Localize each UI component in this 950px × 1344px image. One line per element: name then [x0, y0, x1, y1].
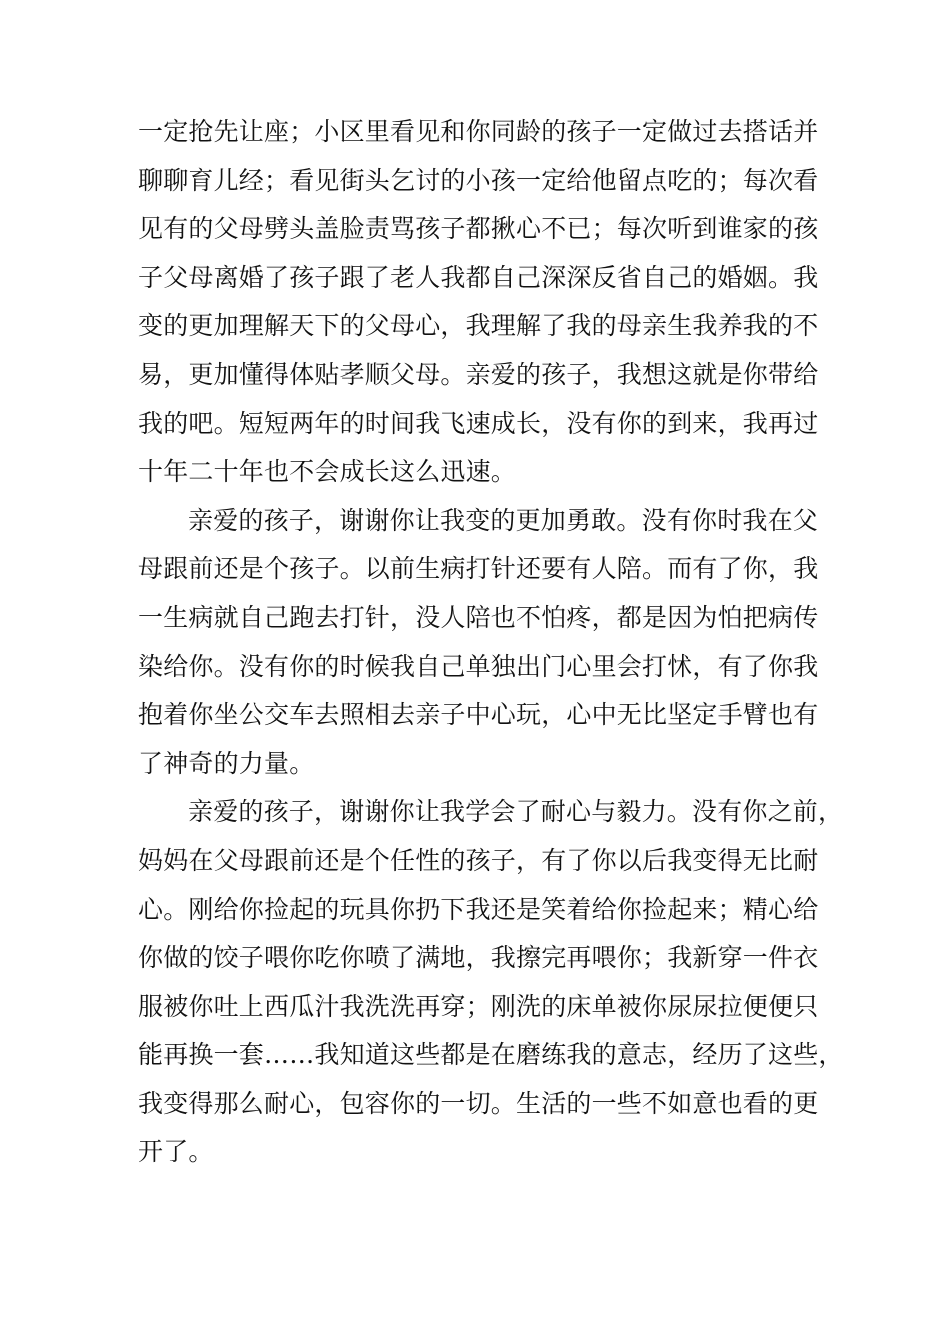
paragraph-1 [138, 108, 833, 497]
paragraph-3 [138, 788, 844, 1177]
text-line: 母跟前还是个孩子。以前生病打针还要有人陪。而有了你，我 [138, 554, 819, 584]
text-line: 服被你吐上西瓜汁我洗洗再穿；刚洗的床单被你尿尿拉便便只 [138, 991, 819, 1021]
text-line: 一生病就自己跑去打针，没人陪也不怕疼，都是因为怕把病传 [138, 602, 819, 632]
text-line: 一定抢先让座；小区里看见和你同龄的孩子一定做过去搭话并 [138, 117, 819, 146]
text-line: 见有的父母劈头盖脸责骂孩子都揪心不已；每次听到谁家的孩 [138, 214, 819, 244]
paragraph-2 [138, 497, 833, 789]
text-line: 你做的饺子喂你吃你喷了满地，我擦完再喂你；我新穿一件衣 [138, 943, 819, 973]
text-line: 妈妈在父母跟前还是个任性的孩子，有了你以后我变得无比耐 [138, 845, 819, 875]
text-line: 子父母离婚了孩子跟了老人我都自己深深反省自己的婚姻。我 [138, 262, 819, 292]
text-line: 能再换一套……我知道这些都是在磨练我的意志，经历了这些， [138, 1040, 844, 1070]
text-line: 了神奇的力量。 [138, 748, 315, 778]
text-line: 染给你。没有你的时候我自己单独出门心里会打怵，有了你我 [138, 651, 819, 681]
text-line: 变的更加理解天下的父母心，我理解了我的母亲生我养我的不 [138, 311, 819, 341]
text-line: 我变得那么耐心，包容你的一切。生活的一些不如意也看的更 [138, 1088, 819, 1118]
text-line: 心。刚给你捡起的玩具你扔下我还是笑着给你捡起来；精心给 [138, 894, 819, 924]
text-line: 聊聊育儿经；看见街头乞讨的小孩一定给他留点吃的；每次看 [138, 165, 819, 195]
text-line: 开了。 [138, 1137, 214, 1167]
text-line: 十年二十年也不会成长这么迅速。 [138, 457, 517, 487]
document-body [138, 108, 844, 1177]
text-line: 抱着你坐公交车去照相去亲子中心玩，心中无比坚定手臂也有 [138, 700, 819, 730]
text-line: 亲爱的孩子，谢谢你让我变的更加勇敢。没有你时我在父 [188, 505, 819, 535]
text-line: 亲爱的孩子，谢谢你让我学会了耐心与毅力。没有你之前， [188, 797, 844, 827]
text-line: 易，更加懂得体贴孝顺父母。亲爱的孩子，我想这就是你带给 [138, 359, 819, 389]
text-line: 我的吧。短短两年的时间我飞速成长，没有你的到来，我再过 [138, 408, 819, 438]
